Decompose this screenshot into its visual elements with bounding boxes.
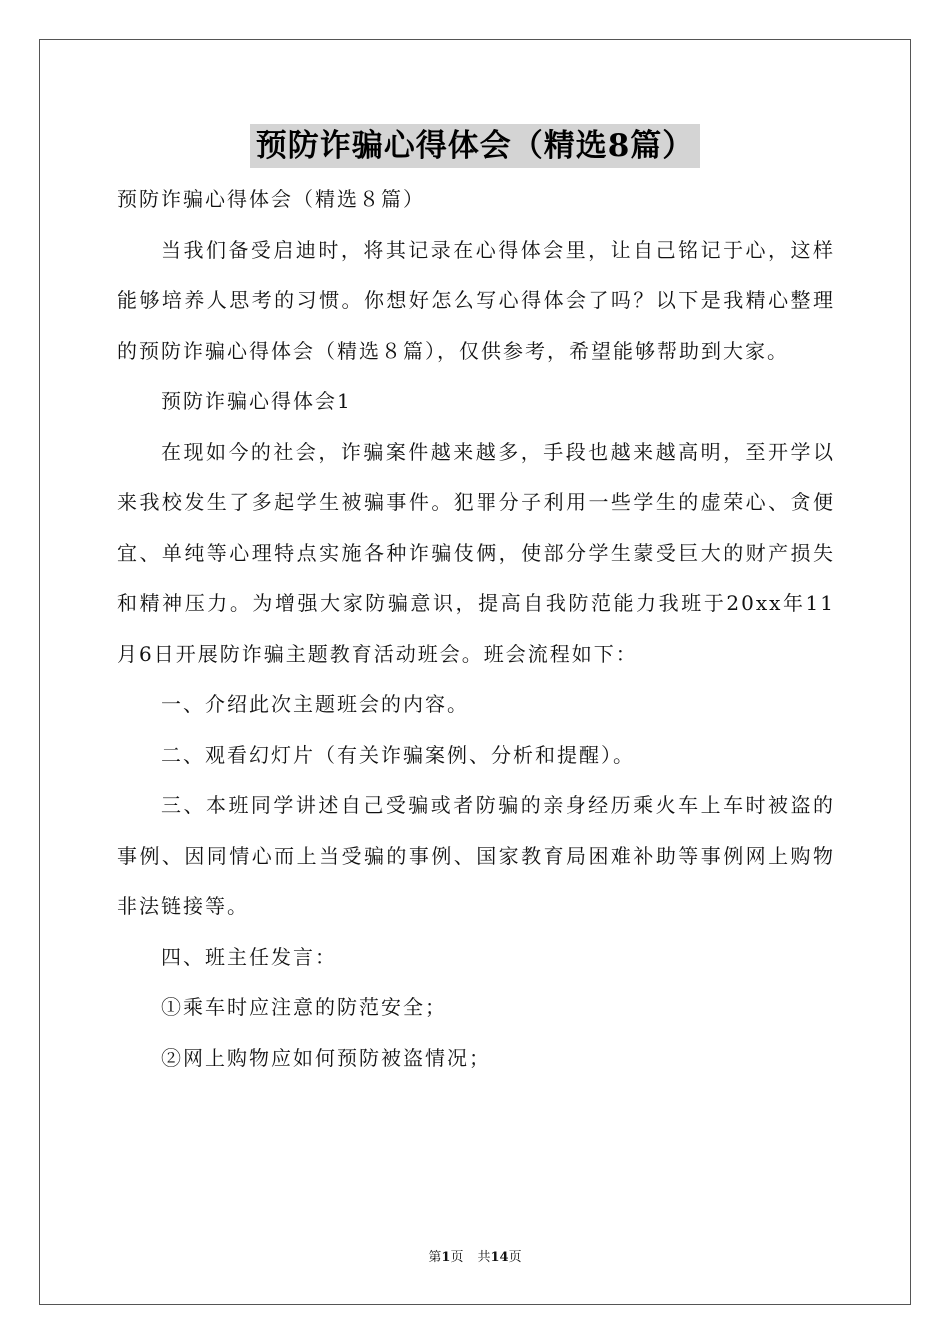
paragraph: ①乘车时应注意的防范安全； bbox=[161, 995, 447, 1019]
paragraph: 预防诈骗心得体会1 bbox=[161, 389, 352, 413]
document-body bbox=[117, 174, 835, 1083]
page-prefix: 第 bbox=[428, 1250, 442, 1265]
paragraph: 当我们备受启迪时，将其记录在心得体会里，让自己铭记于心，这样能够培养人思考的习惯。你想好怎么写心得体会了吗？以下是我精心整理的预防诈骗心得体会（精选８篇），仅供参考，希望能够帮助到大家。 bbox=[117, 237, 835, 363]
page-suffix: 页 bbox=[450, 1250, 464, 1265]
page-number: 1 bbox=[441, 1250, 451, 1265]
paragraph: 四、班主任发言： bbox=[161, 944, 337, 969]
page-footer bbox=[0, 1246, 950, 1265]
total-pages: 14 bbox=[490, 1250, 509, 1265]
document-title: 预防诈骗心得体会（精选8篇） bbox=[250, 124, 701, 168]
paragraph: 三、本班同学讲述自己受骗或者防骗的亲身经历乘火车上车时被盗的事例、因同情心而上当受骗的事例、国家教育局困难补助等事例网上购物非法链接等。 bbox=[117, 793, 835, 918]
paragraph: 在现如今的社会，诈骗案件越来越多，手段也越来越高明，至开学以来我校发生了多起学生被骗事件。犯罪分子利用一些学生的虚荣心、贪便宜、单纯等心理特点实施各种诈骗伎俩，使部分学生蒙受巨大的财产损失和精神压力。为增强大家防骗意识，提高自我防范能力我班于20xx年11月6日开展防诈骗主题教育活动班会。班会流程如下： bbox=[117, 439, 835, 666]
paragraph: 二、观看幻灯片（有关诈骗案例、分析和提醒）。 bbox=[161, 742, 635, 767]
paragraph: 预防诈骗心得体会（精选８篇） bbox=[117, 187, 425, 211]
paragraph: 一、介绍此次主题班会的内容。 bbox=[161, 692, 469, 716]
total-suffix: 页 bbox=[508, 1250, 522, 1265]
total-prefix: 共 bbox=[477, 1250, 491, 1265]
title-wrap bbox=[0, 124, 950, 168]
paragraph: ②网上购物应如何预防被盗情况； bbox=[161, 1045, 491, 1070]
